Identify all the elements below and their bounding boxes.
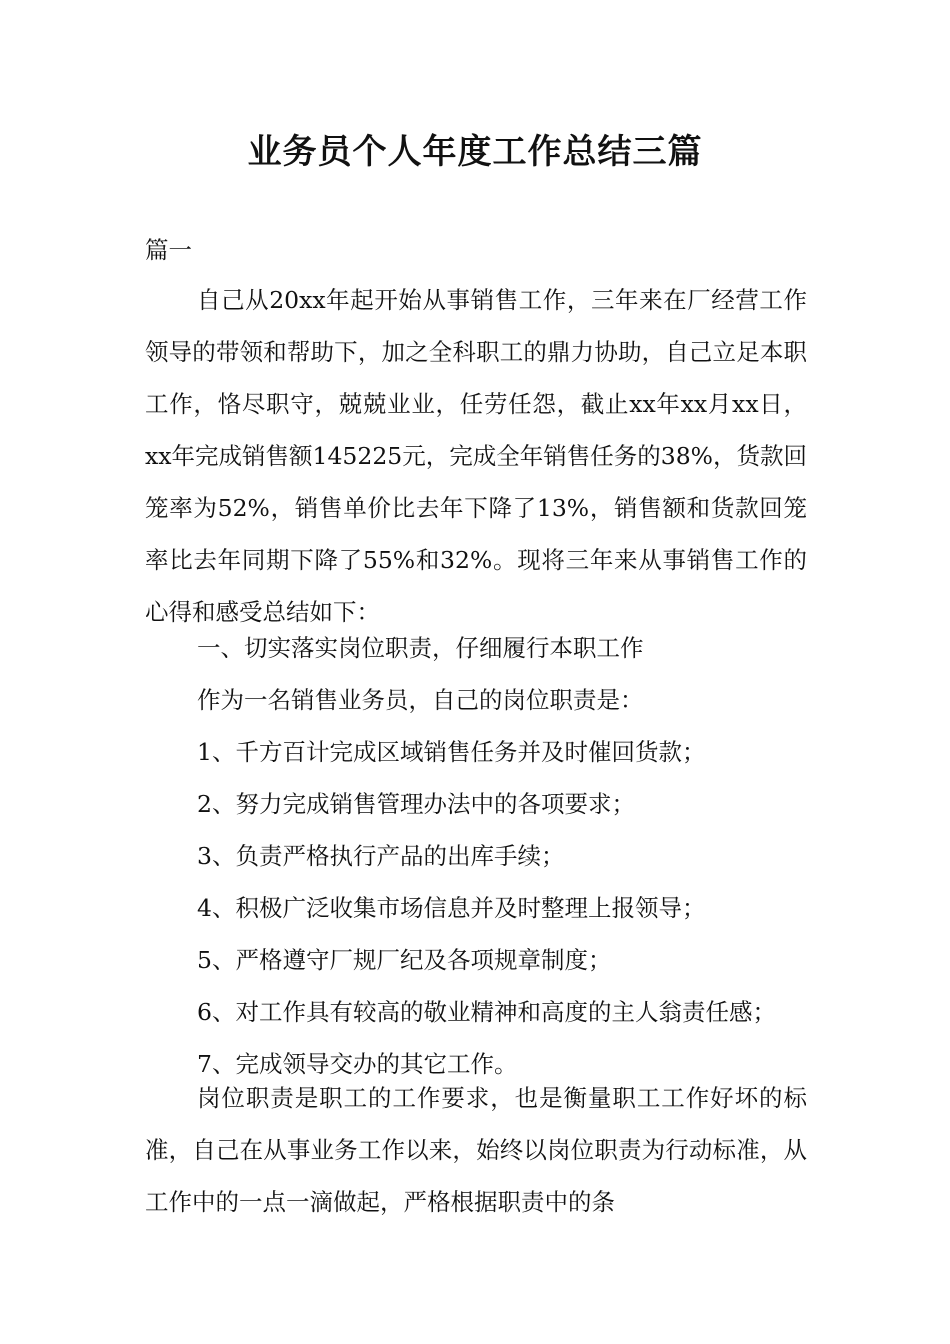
duty-item: 2、努力完成销售管理办法中的各项要求； <box>197 790 635 818</box>
duty-item: 7、完成领导交办的其它工作。 <box>197 1050 518 1078</box>
duty-item: 4、积极广泛收集市场信息并及时整理上报领导； <box>197 894 706 922</box>
duty-intro: 作为一名销售业务员，自己的岗位职责是： <box>197 686 644 714</box>
document-title: 业务员个人年度工作总结三篇 <box>247 132 703 172</box>
duty-item: 3、负责严格执行产品的出库手续； <box>197 842 565 870</box>
duty-item: 1、千方百计完成区域销售任务并及时催回货款； <box>197 738 706 766</box>
paragraph-intro: 自己从20xx年起开始从事销售工作，三年来在厂经营工作领导的带领和帮助下，加之全科职工的鼎力协助，自己立足本职工作，恪尽职守，兢兢业业，任劳任怨，截止xx年xx月xx日，xx年完成销售额145225元，完成全年销售任务的38%，货款回笼率为52%，销售单价比去年下降了13%，销售额和货款回笼率比去年同期下降了55%和32%。现将三年来从事销售工作的心得和感受总结如下： <box>145 286 807 626</box>
paragraph-duty-standard: 岗位职责是职工的工作要求，也是衡量职工工作好坏的标准，自己在从事业务工作以来，始终以岗位职责为行动标准，从工作中的一点一滴做起，严格根据职责中的条 <box>145 1084 807 1216</box>
duty-item: 5、严格遵守厂规厂纪及各项规章制度； <box>197 946 612 974</box>
duty-section <box>145 622 807 1090</box>
section-label: 篇一 <box>145 236 192 264</box>
section-heading: 一、切实落实岗位职责，仔细履行本职工作 <box>197 634 644 662</box>
duty-item: 6、对工作具有较高的敬业精神和高度的主人翁责任感； <box>197 998 776 1026</box>
